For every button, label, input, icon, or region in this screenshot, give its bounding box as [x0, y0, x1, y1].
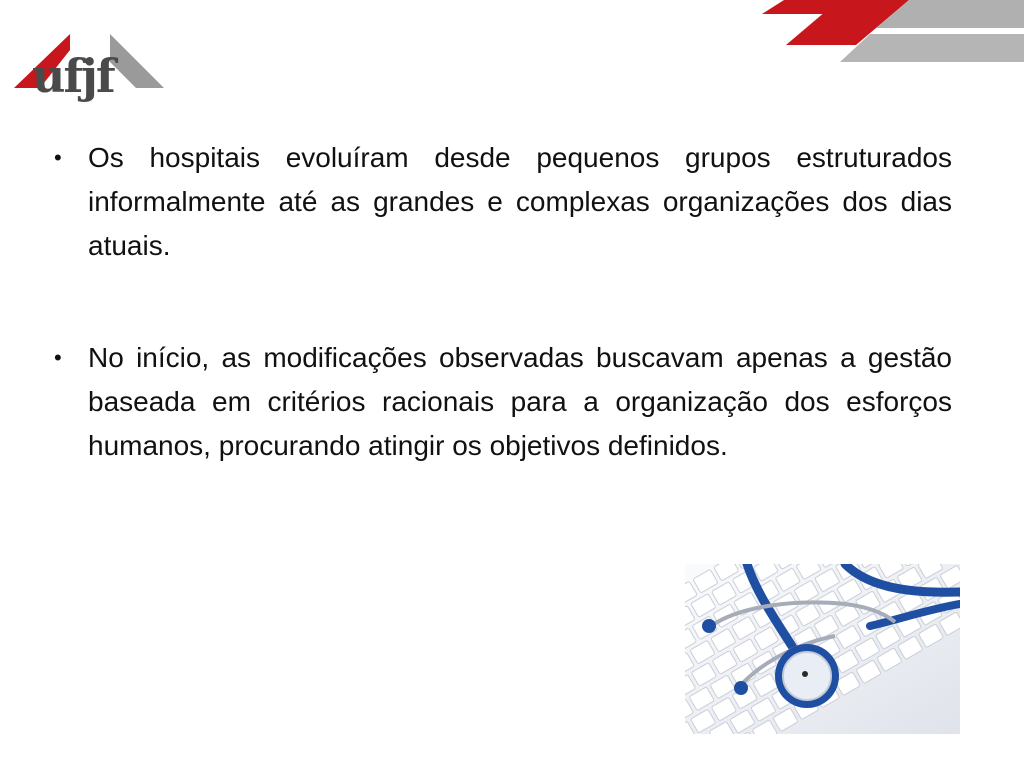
- bullet-marker: •: [54, 345, 62, 370]
- stethoscope-icon: [685, 564, 960, 734]
- bullet-item: [52, 336, 952, 468]
- stethoscope-earpiece: [702, 619, 716, 633]
- ufjf-logo: [12, 26, 172, 116]
- bullet-text: No início, as modificações observadas buscavam apenas a gestão baseada em critérios racionais para a organização dos esforços humanos, procurando atingir os objetivos definidos.: [88, 342, 952, 461]
- logo-wordmark: ufjf: [32, 49, 114, 103]
- bullet-text: Os hospitais evoluíram desde pequenos grupos estruturados informalmente até as grandes e complexas organizações dos dias atuais.: [88, 142, 952, 261]
- stethoscope-earpiece: [734, 681, 748, 695]
- bullet-list: [52, 136, 952, 468]
- stethoscope-keyboard-image: [685, 564, 960, 734]
- gray-stripe-shape: [840, 34, 1024, 62]
- chestpiece-center-dot: [802, 671, 808, 677]
- bullet-marker: •: [54, 145, 62, 170]
- logo-gray-roof-shape: [110, 34, 164, 88]
- bullet-item: [52, 136, 952, 268]
- corner-stripes-decoration: [744, 0, 1024, 70]
